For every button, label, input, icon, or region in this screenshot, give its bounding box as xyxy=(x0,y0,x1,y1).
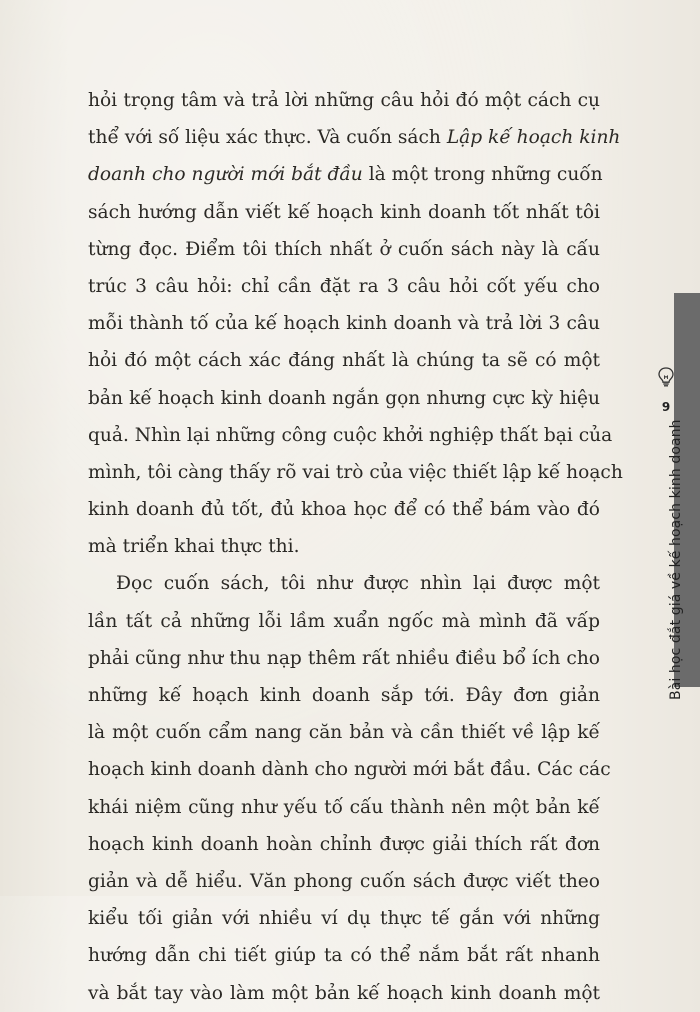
body-line: những kế hoạch kinh doanh sắp tới. Đây đơn giản xyxy=(88,685,600,706)
body-line: từng đọc. Điểm tôi thích nhất ở cuốn sách này là cấu xyxy=(88,238,600,260)
body-line-text: là một trong những cuốn xyxy=(362,164,603,186)
body-line: hỏi đó một cách xác đáng nhất là chúng ta sẽ có một xyxy=(88,350,600,372)
body-line: quả. Nhìn lại những công cuộc khởi nghiệp thất bại của xyxy=(88,424,613,446)
body-line: kiểu tối giản với nhiều ví dụ thực tế gắn với những xyxy=(88,908,600,930)
body-line: hoạch kinh doanh hoàn chỉnh được giải thích rất đơn xyxy=(88,833,600,855)
body-line: giản và dễ hiểu. Văn phong cuốn sách được viết theo xyxy=(88,870,600,892)
body-line xyxy=(88,156,603,193)
body-line: hỏi trọng tâm và trả lời những câu hỏi đó một cách cụ xyxy=(88,90,600,111)
body-line: là một cuốn cẩm nang căn bản và cần thiết về lập kế xyxy=(88,722,600,744)
body-line: lần tất cả những lỗi lầm xuẩn ngốc mà mình đã vấp xyxy=(88,610,600,632)
page-number: 9 xyxy=(661,400,671,414)
body-line: kinh doanh đủ tốt, đủ khoa học để có thể bám vào đó xyxy=(88,499,600,521)
running-head: Bài học đắt giá về kế hoạch kinh doanh xyxy=(668,419,684,700)
body-line: mình, tôi càng thấy rõ vai trò của việc thiết lập kế hoạch xyxy=(88,461,623,483)
body-line: mà triển khai thực thi. xyxy=(88,536,300,558)
body-line: sách hướng dẫn viết kế hoạch kinh doanh tốt nhất tôi xyxy=(88,201,600,223)
body-line: phải cũng như thu nạp thêm rất nhiều điều bổ ích cho xyxy=(88,647,600,669)
body-line-text: thể với số liệu xác thực. Và cuốn sách xyxy=(88,127,447,149)
book-title-italic: doanh cho người mới bắt đầu xyxy=(88,164,363,186)
body-line: bản kế hoạch kinh doanh ngắn gọn nhưng cực kỳ hiệu xyxy=(88,387,600,409)
body-line: và bắt tay vào làm một bản kế hoạch kinh doanh một xyxy=(88,982,600,1004)
body-line: hướng dẫn chi tiết giúp ta có thể nắm bắt rất nhanh xyxy=(88,945,600,967)
lightbulb-icon xyxy=(656,366,676,388)
body-line: khái niệm cũng như yếu tố cấu thành nên một bản kế xyxy=(88,796,600,818)
body-line: Đọc cuốn sách, tôi như được nhìn lại được một xyxy=(116,573,600,595)
body-line: trúc 3 câu hỏi: chỉ cần đặt ra 3 câu hỏi cốt yếu cho xyxy=(88,275,600,297)
body-line: hoạch kinh doanh dành cho người mới bắt đầu. Các các xyxy=(88,759,611,781)
body-line xyxy=(88,119,621,156)
body-text xyxy=(88,82,623,1012)
body-line: mỗi thành tố của kế hoạch kinh doanh và trả lời 3 câu xyxy=(88,313,600,335)
book-title-italic: Lập kế hoạch kinh xyxy=(446,127,621,149)
